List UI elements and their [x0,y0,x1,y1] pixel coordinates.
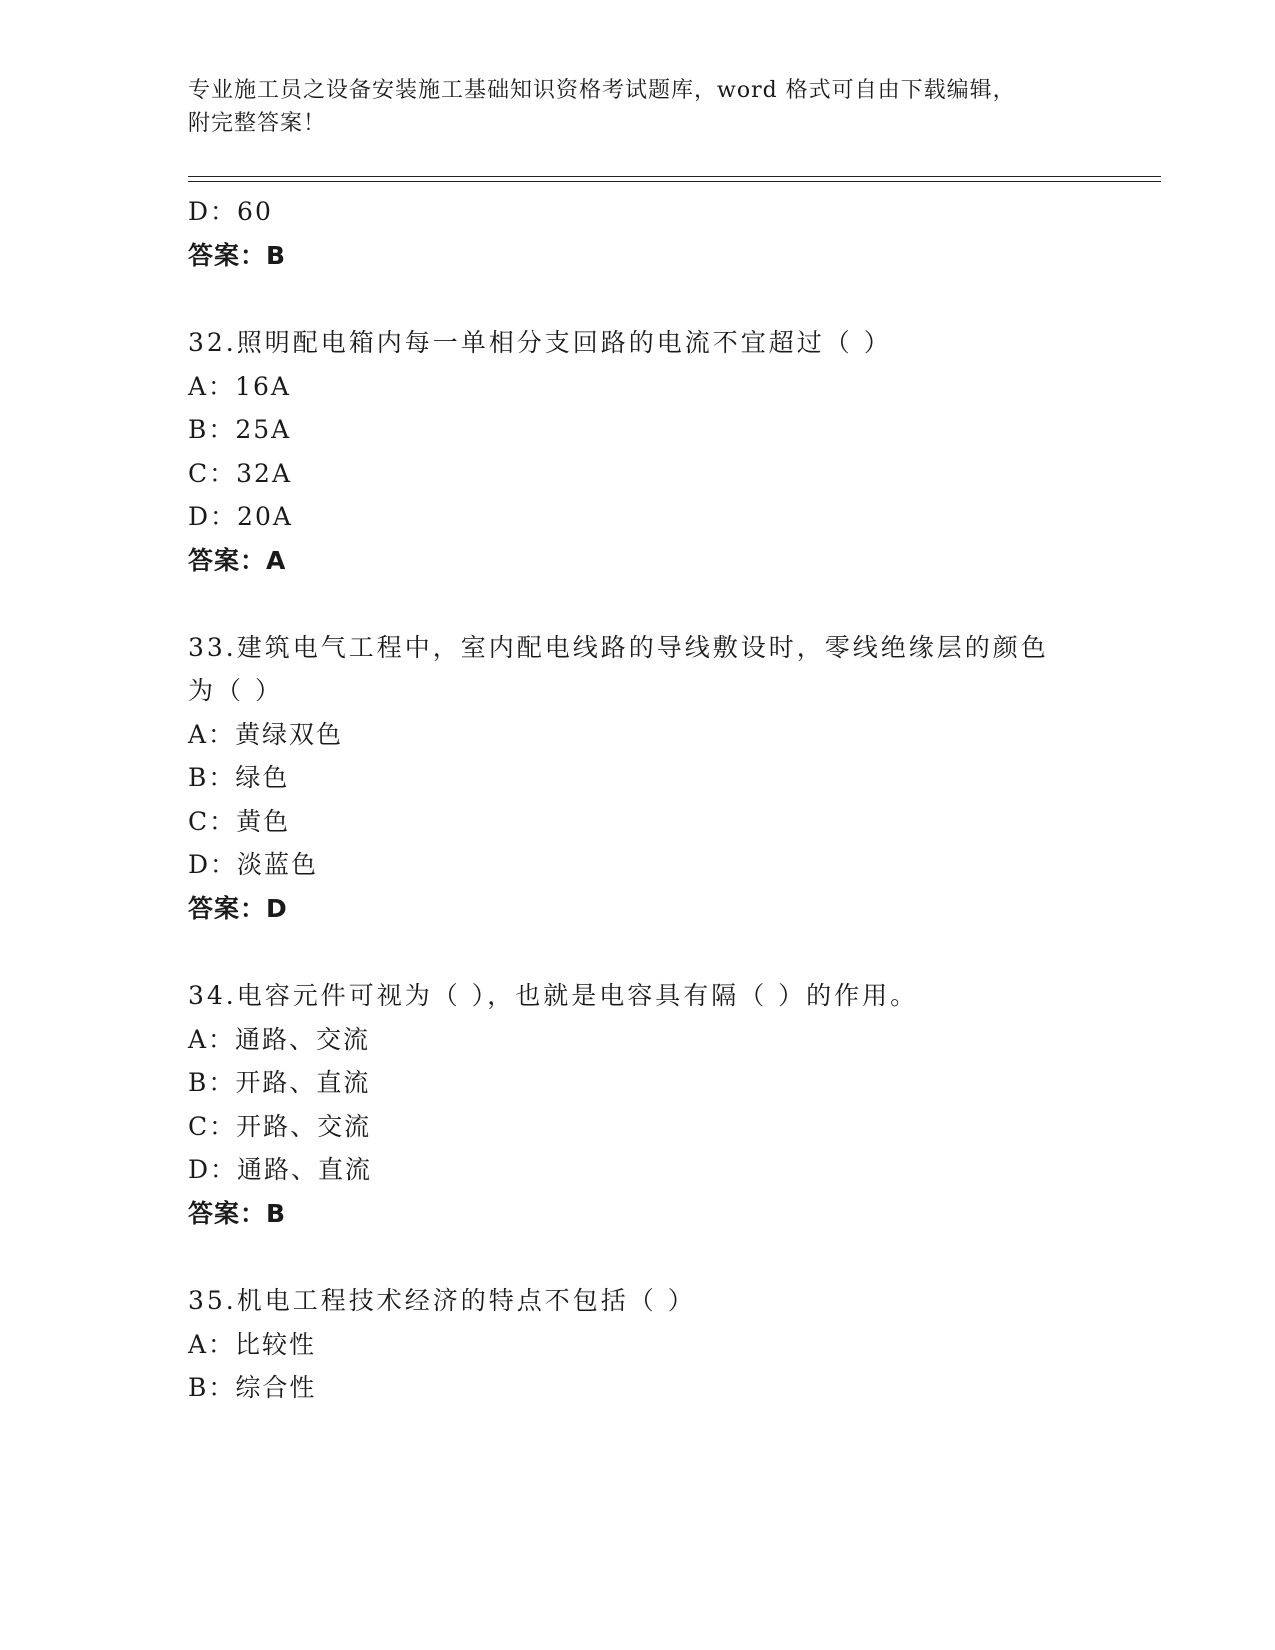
option-a: A：比较性 [188,1330,317,1359]
option-a: A：通路、交流 [188,1025,371,1054]
header-divider-bottom [188,181,1161,182]
option-d: D：20A [188,502,293,531]
question-34: 34.电容元件可视为（ ），也就是电容具有隔（ ）的作用。 [188,981,919,1010]
header-title-line2: 附完整答案！ [188,111,327,136]
option-a: A：黄绿双色 [188,720,344,749]
option-d: D：通路、直流 [188,1155,373,1184]
option-a: A：16A [188,372,291,401]
option-b: B：25A [188,415,292,444]
option-b: B：绿色 [188,763,290,792]
option-d: D：淡蓝色 [188,850,319,879]
answer-label: 答案：B [188,1199,287,1228]
answer-label: 答案：A [188,546,287,575]
header-divider-top [188,176,1161,177]
header-title-line1: 专业施工员之设备安装施工基础知识资格考试题库，word 格式可自由下载编辑， [188,78,1016,103]
question-33-line1: 33.建筑电气工程中，室内配电线路的导线敷设时，零线绝缘层的颜色 [188,633,1049,662]
question-35: 35.机电工程技术经济的特点不包括（ ） [188,1286,696,1315]
answer-label: 答案：B [188,241,287,270]
question-32: 32.照明配电箱内每一单相分支回路的电流不宜超过（ ） [188,328,892,357]
document-header [188,74,1088,140]
option-b: B：开路、直流 [188,1068,371,1097]
option-c: C：32A [188,459,292,488]
question-33-line2: 为（ ） [188,676,283,705]
option-c: C：开路、交流 [188,1112,372,1141]
answer-label: 答案：D [188,894,288,923]
option-c: C：黄色 [188,807,291,836]
option-b: B：综合性 [188,1373,317,1402]
option-d: D：60 [188,197,273,226]
